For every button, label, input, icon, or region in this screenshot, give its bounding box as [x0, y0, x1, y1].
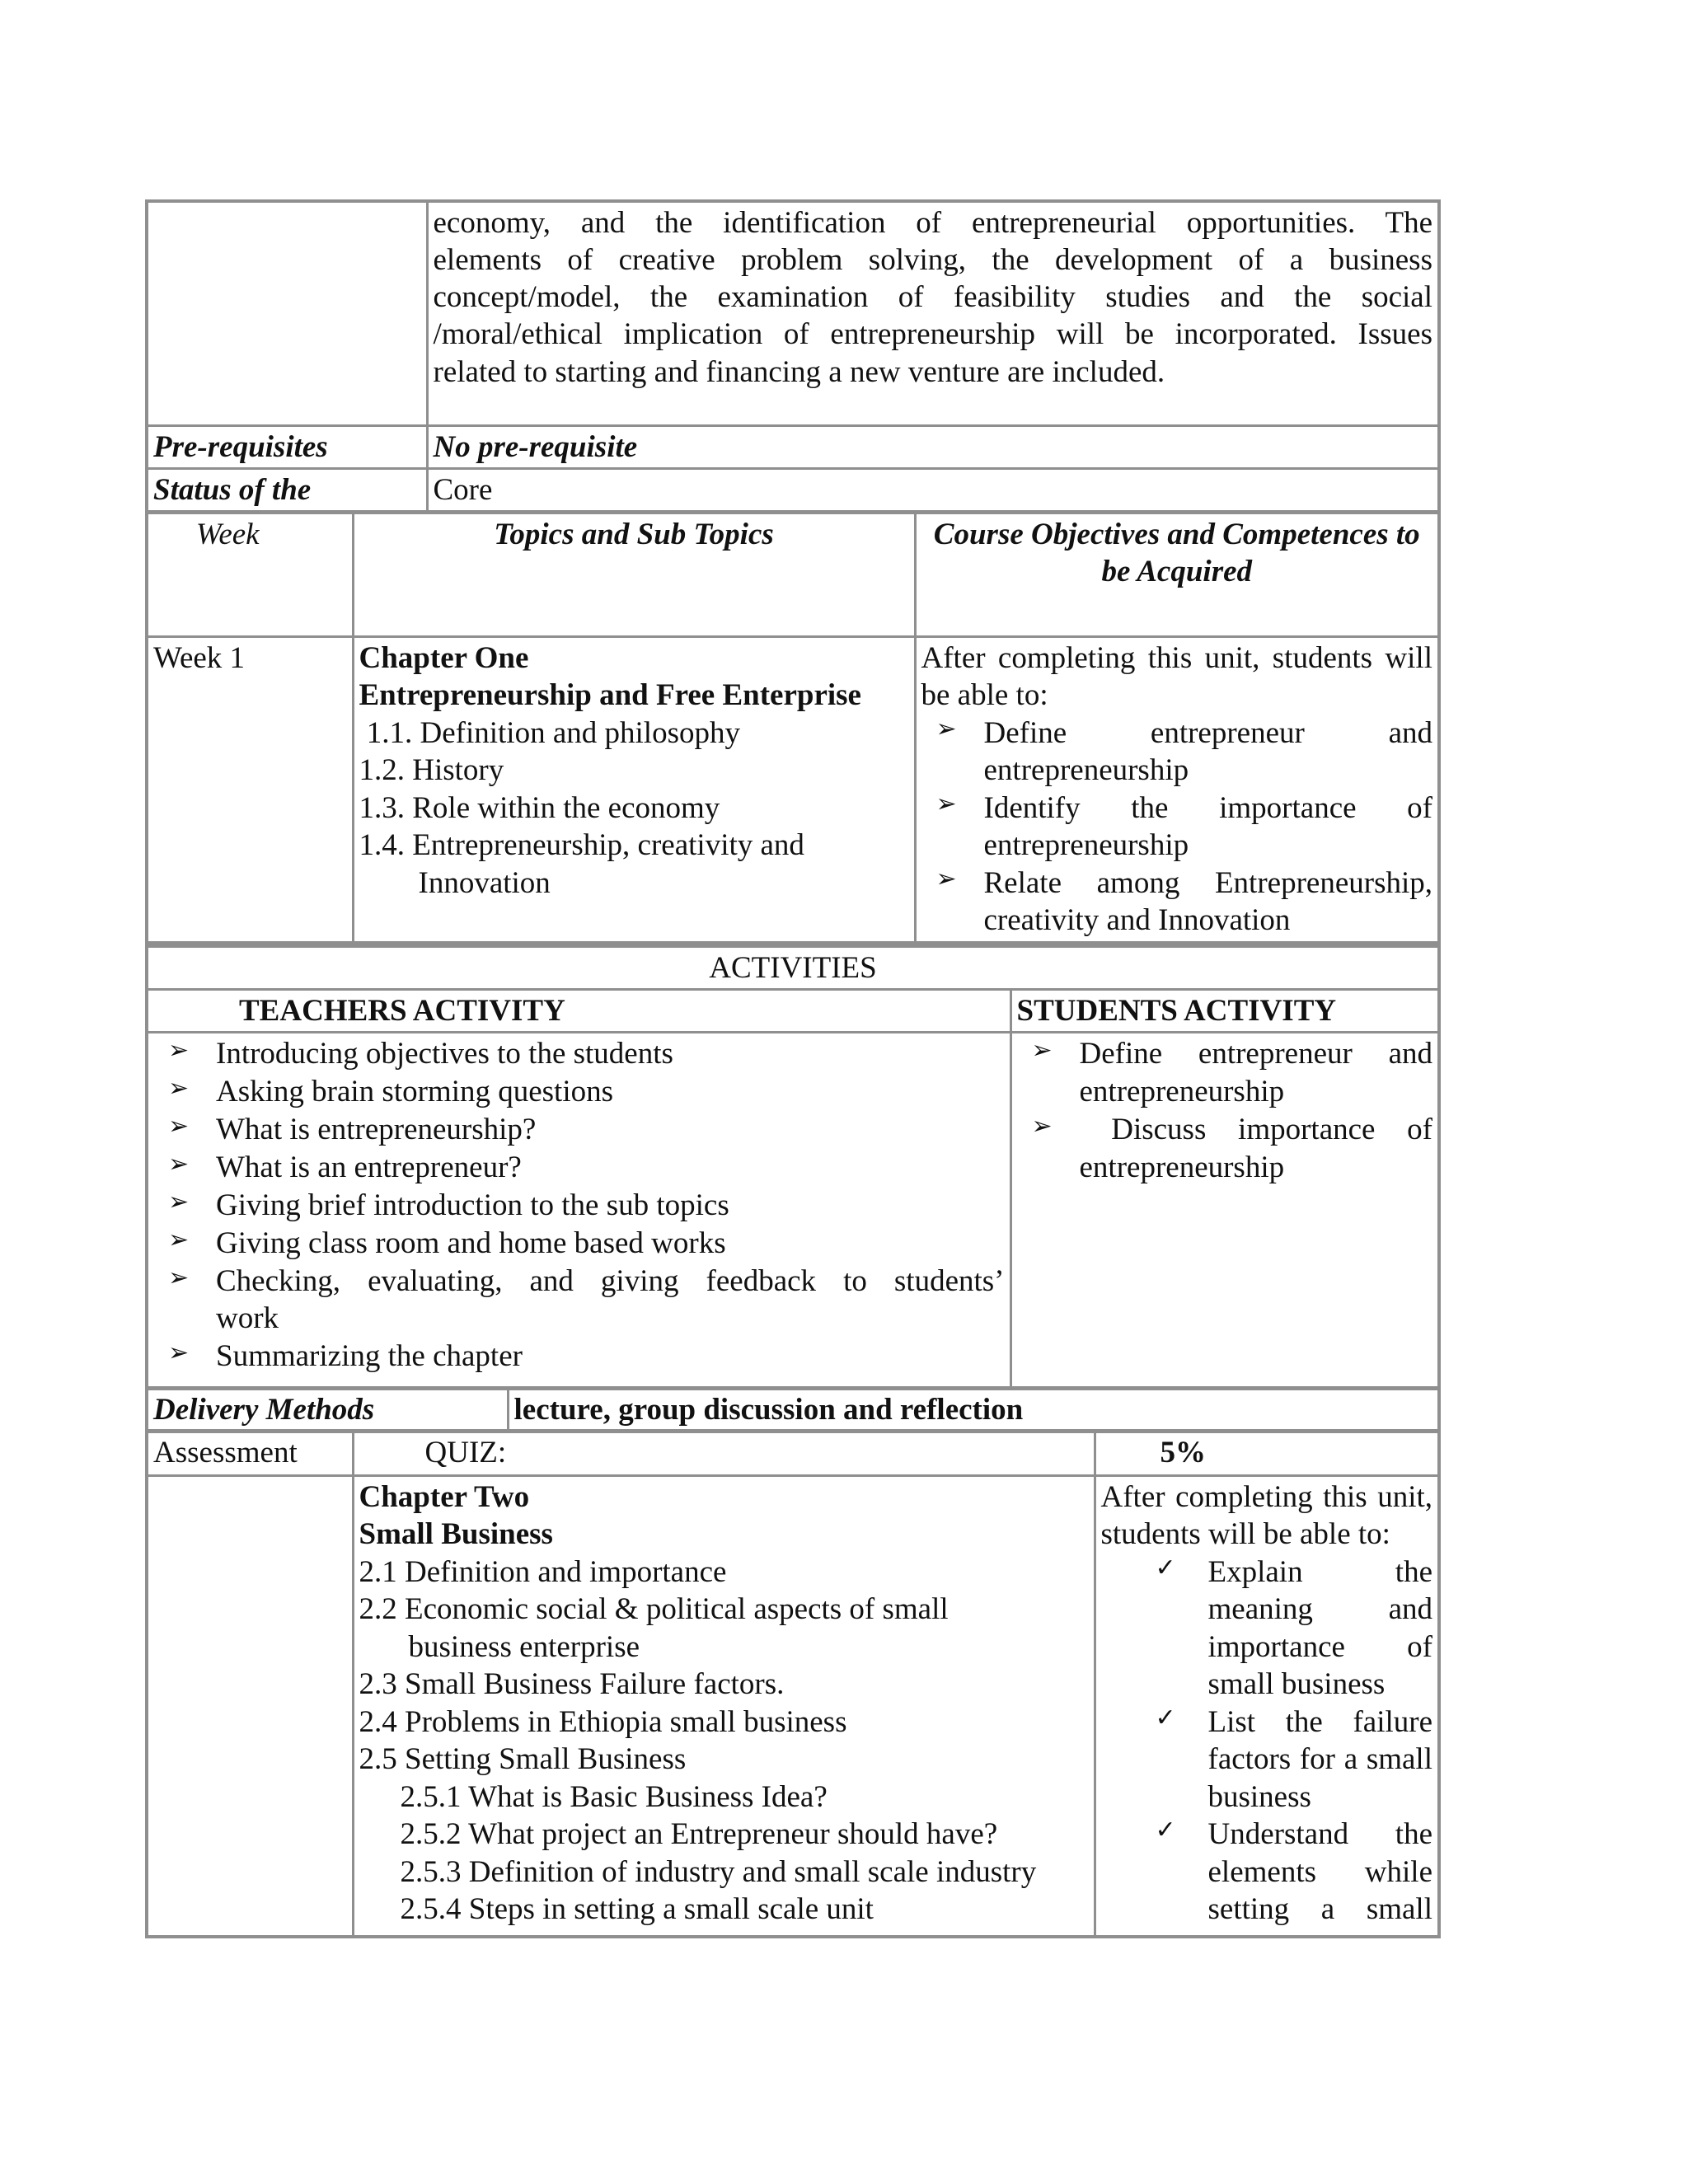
course-description — [427, 201, 1439, 425]
chapter-one-heading: Chapter One — [359, 640, 529, 675]
topic-item: 2.4 Problems in Ethiopia small business — [359, 1704, 847, 1739]
week1-topics — [353, 636, 915, 943]
subtopic-item: 2.5.4 Steps in setting a small scale unit — [400, 1892, 874, 1926]
chapter-two-heading: Chapter Two — [359, 1479, 530, 1514]
topic-item: 1.1. Definition and philosophy — [359, 715, 740, 750]
topic-item-continuation: business enterprise — [408, 1629, 640, 1664]
week1-objectives — [915, 636, 1439, 943]
list-item: ➢ What is entrepreneurship? — [168, 1112, 537, 1146]
objectives-intro: After completing this unit, — [1100, 1479, 1432, 1514]
list-item: ➢ Asking brain storming questions — [168, 1074, 614, 1109]
students-activity-list — [1010, 1033, 1439, 1389]
topic-item: 2.5 Setting Small Business — [359, 1742, 687, 1776]
delivery-methods-value: lecture, group discussion and reflection — [508, 1388, 1439, 1432]
topic-item: 1.2. History — [359, 753, 504, 787]
activities-block — [145, 944, 1441, 1390]
arrow-bullet-icon: ➢ — [935, 864, 957, 893]
objectives-intro: be able to: — [921, 678, 1048, 712]
chapter-two-title: Small Business — [359, 1517, 553, 1551]
topic-item: 1.4. Entrepreneurship, creativity and — [359, 828, 804, 862]
activities-title: ACTIVITIES — [147, 946, 1439, 990]
topic-item: 1.3. Role within the economy — [359, 790, 720, 825]
assessment-weight: 5% — [1095, 1431, 1439, 1475]
empty-label-cell — [147, 201, 427, 425]
prerequisites-label: Pre-requisites — [147, 425, 427, 468]
description-line: elements of creative problem solving, the development of a business — [433, 243, 1432, 278]
teachers-activity-list — [147, 1033, 1010, 1389]
arrow-bullet-icon: ➢ — [168, 1036, 190, 1066]
list-item: ✓ List the failure factors for a small business — [1155, 1703, 1432, 1814]
week2-block — [145, 1429, 1441, 1938]
objectives-intro: After completing this unit, students will — [921, 640, 1432, 675]
teachers-activity-heading: TEACHERS ACTIVITY — [147, 990, 1010, 1033]
arrow-bullet-icon: ➢ — [168, 1338, 190, 1368]
checkmark-icon: ✓ — [1155, 1816, 1176, 1844]
delivery-methods-label: Delivery Methods — [147, 1388, 508, 1432]
objectives-header-line: Course Objectives and Competences to — [933, 518, 1420, 551]
checkmark-icon: ✓ — [1155, 1553, 1176, 1582]
description-line: economy, and the identification of entrepreneurial opportunities. The — [433, 206, 1432, 240]
topics-header: Topics and Sub Topics — [353, 513, 915, 636]
list-item: ➢ Giving brief introduction to the sub topics — [168, 1187, 729, 1222]
arrow-bullet-icon: ➢ — [935, 789, 957, 818]
subtopic-item: 2.5.3 Definition of industry and small scale industry — [400, 1854, 1037, 1889]
assessment-label: Assessment — [147, 1431, 353, 1475]
list-item: ➢ Introducing objectives to the students — [168, 1036, 673, 1071]
topic-item: 2.1 Definition and importance — [359, 1554, 727, 1589]
objectives-header-line: be Acquired — [1101, 555, 1253, 589]
arrow-bullet-icon: ➢ — [1031, 1036, 1053, 1066]
description-line: concept/model, the examination of feasibility studies and the social — [433, 280, 1432, 315]
objectives-list — [921, 715, 1433, 940]
arrow-bullet-icon: ➢ — [168, 1187, 190, 1216]
objectives-header — [915, 513, 1439, 636]
topic-item: 2.3 Small Business Failure factors. — [359, 1667, 785, 1701]
week-header: Week — [147, 513, 353, 636]
assessment-type: QUIZ: — [353, 1431, 1095, 1475]
topic-item-continuation: Innovation — [418, 865, 551, 900]
list-item: ➢ Relate among Entrepreneurship, creativity and Innovation — [935, 864, 1432, 937]
status-value: Core — [427, 468, 1439, 512]
objectives-intro: students will be able to: — [1100, 1517, 1390, 1551]
list-item: ➢ Summarizing the chapter — [168, 1338, 523, 1374]
list-item: ✓ Explain the meaning and importance of small business — [1155, 1553, 1432, 1701]
list-item: ➢ Discuss importance of entrepreneurship — [1031, 1112, 1433, 1184]
list-item: ➢ Identify the importance of entrepreneurship — [935, 789, 1432, 862]
week2-objectives — [1095, 1475, 1439, 1937]
list-item: ➢ Define entrepreneur and entrepreneurship — [935, 714, 1432, 787]
chapter-one-title: Entrepreneurship and Free Enterprise — [359, 678, 861, 712]
delivery-block — [145, 1386, 1441, 1433]
list-item: ➢ What is an entrepreneur? — [168, 1149, 522, 1184]
subtopic-item: 2.5.1 What is Basic Business Idea? — [400, 1779, 828, 1814]
week1-block — [145, 511, 1441, 944]
arrow-bullet-icon: ➢ — [168, 1149, 190, 1179]
checkmark-icon: ✓ — [1155, 1703, 1176, 1732]
description-line: related to starting and financing a new venture are included. — [433, 354, 1165, 389]
arrow-bullet-icon: ➢ — [1031, 1112, 1053, 1141]
objectives-list — [1101, 1554, 1433, 1929]
arrow-bullet-icon: ➢ — [168, 1225, 190, 1254]
arrow-bullet-icon: ➢ — [935, 714, 957, 743]
description-line: /moral/ethical implication of entrepreneurship will be incorporated. Issues — [433, 317, 1432, 352]
week1-label: Week 1 — [147, 636, 353, 943]
subtopic-item: 2.5.2 What project an Entrepreneur should have? — [400, 1817, 998, 1851]
list-item: ➢ Define entrepreneur and entrepreneurship — [1031, 1036, 1432, 1109]
status-label: Status of the — [147, 468, 427, 512]
list-item: ➢ Checking, evaluating, and giving feedback to students’ work — [168, 1263, 1005, 1336]
list-item: ➢ Giving class room and home based works — [168, 1225, 726, 1260]
arrow-bullet-icon: ➢ — [168, 1074, 190, 1104]
prerequisites-value: No pre-requisite — [427, 425, 1439, 468]
course-info-block — [145, 199, 1441, 513]
topic-item: 2.2 Economic social & political aspects of small — [359, 1592, 949, 1626]
list-item: ✓ Understand the elements while setting a small — [1155, 1816, 1432, 1926]
arrow-bullet-icon: ➢ — [168, 1263, 190, 1292]
students-activity-heading: STUDENTS ACTIVITY — [1010, 990, 1439, 1033]
week2-topics — [353, 1475, 1095, 1937]
arrow-bullet-icon: ➢ — [168, 1112, 190, 1141]
week2-label-cell — [147, 1475, 353, 1937]
